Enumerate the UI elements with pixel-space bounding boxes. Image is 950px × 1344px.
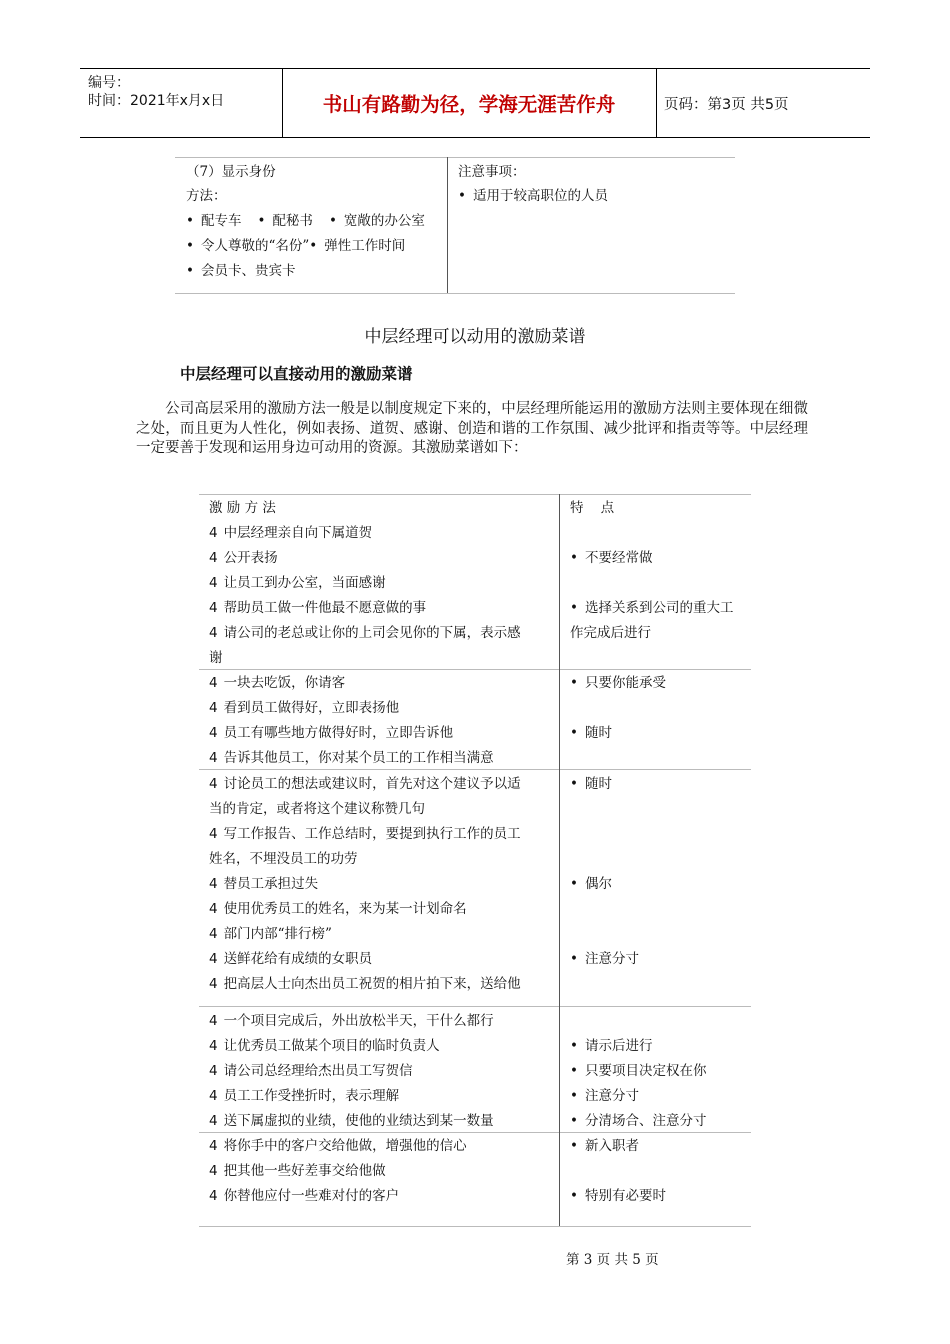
bullet-number: 4 (209, 725, 218, 741)
note-item: • 适用于较高职位的人员 (458, 187, 608, 205)
method-row: 4 使用优秀员工的姓名，来为某一计划命名 (209, 901, 467, 917)
code-label: 编号： (88, 75, 130, 91)
page-header (80, 68, 870, 138)
bullet-number: 4 (209, 776, 218, 792)
bullet-number: 4 (209, 550, 218, 566)
sub-title: 中层经理可以直接动用的激励菜谱 (180, 365, 413, 383)
header-meta (88, 74, 224, 110)
method-item: • 宽敞的办公室 (329, 213, 425, 229)
note-row: • 随时 (570, 724, 612, 742)
method-row: 4 让优秀员工做某个项目的临时负责人 (209, 1038, 440, 1054)
method-row: 4 将你手中的客户交给他做，增强他的信心 (209, 1138, 467, 1154)
note-row: • 注意分寸 (570, 1087, 639, 1105)
top-left-title: （7）显示身份 (186, 164, 276, 180)
method-row: 4 帮助员工做一件他最不愿意做的事 (209, 600, 427, 616)
method-line (186, 212, 425, 230)
note-row: • 请示后进行 (570, 1037, 652, 1055)
note-row: • 特别有必要时 (570, 1187, 666, 1205)
method-row: 4 让员工到办公室，当面感谢 (209, 575, 386, 591)
method-item: • 会员卡、贵宾卡 (186, 263, 295, 279)
table-rule (175, 293, 735, 294)
method-row: 4 请公司的老总或让你的上司会见你的下属，表示感 (209, 625, 521, 641)
method-line (186, 262, 295, 280)
method-row: 4 把高层人士向杰出员工祝贺的相片拍下来，送给他 (209, 976, 521, 992)
method-row: 4 中层经理亲自向下属道贺 (209, 525, 373, 541)
method-row: 4 员工有哪些地方做得好时，立即告诉他 (209, 725, 454, 741)
table-rule (175, 157, 735, 158)
note-row: • 只要项目决定权在你 (570, 1062, 706, 1080)
bullet-number: 4 (209, 926, 218, 942)
col-header-notes: 特 点 (570, 500, 615, 516)
method-item: • 令人尊敬的“名份” (186, 238, 309, 254)
bullet-number: 4 (209, 951, 218, 967)
method-row: 4 部门内部“排行榜” (209, 926, 332, 942)
method-row: 4 一块去吃饭，你请客 (209, 675, 346, 691)
table-rule (199, 769, 751, 770)
bullet-number: 4 (209, 1188, 218, 1204)
note-row: • 不要经常做 (570, 549, 652, 567)
method-row: 4 送下属虚拟的业绩，使他的业绩达到某一数量 (209, 1113, 494, 1129)
body-paragraph: 公司高层采用的激励方法一般是以制度规定下来的，中层经理所能运用的激励方法则主要体现在细微之处，而且更为人性化，例如表扬、道贺、感谢、创造和谐的工作氛围、减少批评和指责等等。中层经理一定要善于发现和运用身边可动用的资源。其激励菜谱如下： (136, 401, 808, 456)
method-label: 方法： (186, 188, 227, 204)
method-row-cont: 姓名，不埋没员工的功劳 (209, 851, 358, 867)
bullet-number: 4 (209, 976, 218, 992)
note-row: • 分清场合、注意分寸 (570, 1112, 706, 1130)
note-row: • 新入职者 (570, 1137, 639, 1155)
bullet-number: 4 (209, 525, 218, 541)
method-line (186, 237, 405, 255)
header-motto: 书山有路勤为径，学海无涯苦作舟 (322, 93, 616, 116)
table-rule (199, 1132, 751, 1133)
table-rule (199, 494, 751, 495)
method-row: 4 把其他一些好差事交给他做 (209, 1163, 386, 1179)
method-item: • 弹性工作时间 (309, 238, 405, 254)
bullet-number: 4 (209, 901, 218, 917)
table-divider (559, 494, 560, 1226)
table-rule (199, 1006, 751, 1007)
bullet-number: 4 (209, 750, 218, 766)
bullet-number: 4 (209, 575, 218, 591)
page-footer: 第 3 页 共 5 页 (566, 1252, 659, 1268)
section-title: 中层经理可以动用的激励菜谱 (364, 327, 586, 347)
date-label: 时间：2021年x月x日 (88, 93, 225, 109)
bullet-number: 4 (209, 1113, 218, 1129)
method-row: 4 讨论员工的想法或建议时，首先对这个建议予以适 (209, 776, 521, 792)
method-row-cont: 谢 (209, 650, 223, 666)
bullet-number: 4 (209, 876, 218, 892)
method-item: • 配专车 (186, 213, 241, 229)
method-row-cont: 当的肯定，或者将这个建议称赞几句 (209, 801, 425, 817)
note-row-cont: 作完成后进行 (570, 625, 651, 641)
bullet-number: 4 (209, 600, 218, 616)
method-row: 4 送鲜花给有成绩的女职员 (209, 951, 373, 967)
header-divider (656, 69, 657, 137)
method-row: 4 看到员工做得好，立即表扬他 (209, 700, 400, 716)
method-row: 4 告诉其他员工，你对某个员工的工作相当满意 (209, 750, 494, 766)
bullet-number: 4 (209, 675, 218, 691)
table-divider (447, 157, 448, 293)
bullet-number: 4 (209, 1163, 218, 1179)
bullet-number: 4 (209, 1013, 218, 1029)
method-row: 4 替员工承担过失 (209, 876, 319, 892)
bullet-number: 4 (209, 700, 218, 716)
method-row: 4 请公司总经理给杰出员工写贺信 (209, 1063, 413, 1079)
bullet-number: 4 (209, 1088, 218, 1104)
note-row: • 只要你能承受 (570, 674, 666, 692)
note-row: • 注意分寸 (570, 950, 639, 968)
table-rule (199, 1226, 751, 1227)
bullet-number: 4 (209, 826, 218, 842)
bullet-number: 4 (209, 1138, 218, 1154)
top-right-title: 注意事项： (458, 164, 526, 180)
method-row: 4 写工作报告、工作总结时，要提到执行工作的员工 (209, 826, 521, 842)
table-rule (199, 669, 751, 670)
note-row: • 选择关系到公司的重大工 (570, 599, 733, 617)
method-row: 4 公开表扬 (209, 550, 278, 566)
bullet-number: 4 (209, 1038, 218, 1054)
col-header-methods: 激 励 方 法 (209, 500, 276, 516)
note-row: • 随时 (570, 775, 612, 793)
method-row: 4 你替他应付一些难对付的客户 (209, 1188, 400, 1204)
method-row: 4 员工工作受挫折时，表示理解 (209, 1088, 400, 1104)
method-item: • 配秘书 (257, 213, 312, 229)
note-row: • 偶尔 (570, 875, 612, 893)
bullet-number: 4 (209, 1063, 218, 1079)
bullet-number: 4 (209, 625, 218, 641)
method-row: 4 一个项目完成后，外出放松半天，干什么都行 (209, 1013, 494, 1029)
page-number-label: 页码：第3页 共5页 (664, 97, 789, 113)
